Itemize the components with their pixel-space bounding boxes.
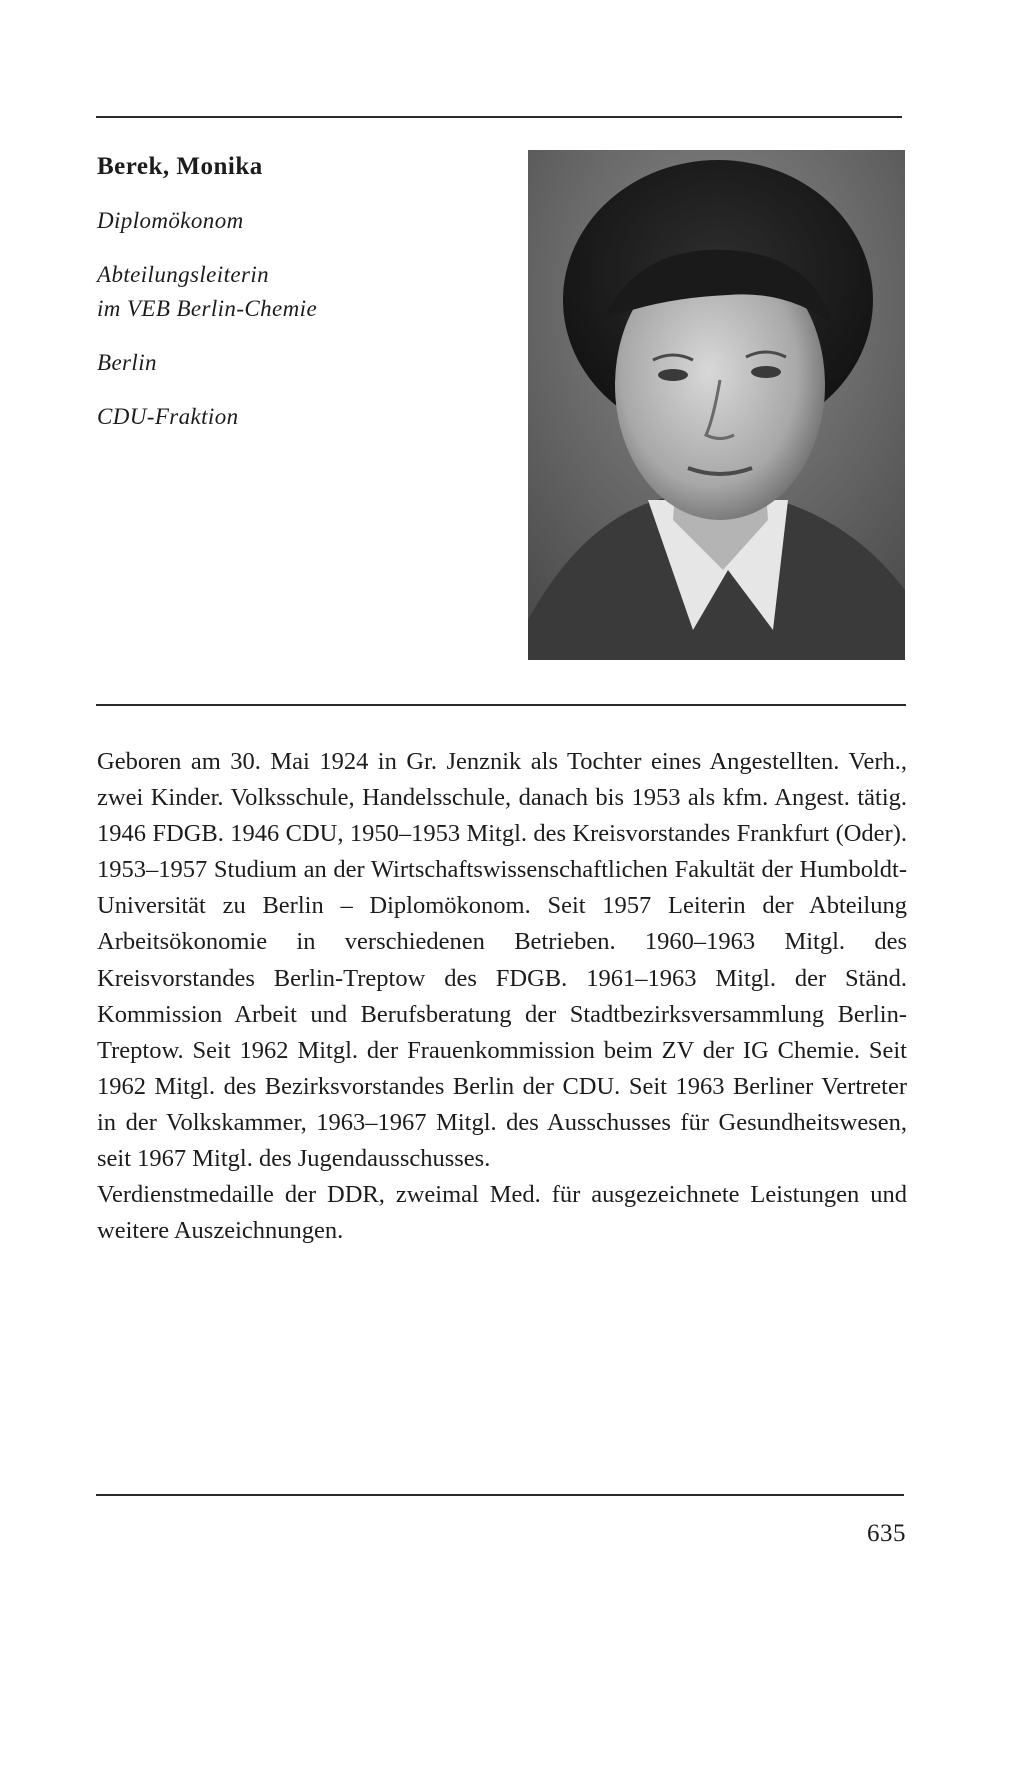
position-line-2: im VEB Berlin-Chemie [97,296,318,321]
biography [97,744,907,1249]
bottom-divider [96,1494,904,1496]
city: Berlin [97,350,157,375]
biography-paragraph: Geboren am 30. Mai 1924 in Gr. Jenznik als Tochter eines Angestellten. Verh., zwei Kinder. Volksschule, Handelsschule, danach bis 1953 als kfm. Angest. tätig. 1946 FDGB. 1946 CDU, 1950–1953 Mitgl. des Kreisvorstandes Frankfurt (Oder). 1953–1957 Studium an der Wirtschaftswissenschaftlichen Fakultät der Humboldt-Universität zu Berlin – Diplomökonom. Seit 1957 Leiterin der Abteilung Arbeitsökonomie in verschiedenen Betrieben. 1960–1963 Mitgl. des Kreisvorstandes Berlin-Treptow des FDGB. 1961–1963 Mitgl. der Ständ. Kommission Arbeit und Berufsberatung der Stadtbezirksversammlung Berlin-Treptow. Seit 1962 Mitgl. der Frauenkommission beim ZV der IG Chemie. Seit 1962 Mitgl. des Bezirksvorstandes Berlin der CDU. Seit 1963 Berliner Vertreter in der Volkskammer, 1963–1967 Mitgl. des Ausschusses für Gesundheitswesen, seit 1967 Mitgl. des Jugendausschusses. [97,748,907,1173]
person-name: Berek, Monika [97,153,263,180]
page-number: 635 [867,1520,906,1547]
top-divider [96,116,902,118]
portrait-photo [528,150,905,660]
position-line-1: Abteilungsleiterin [97,262,270,287]
profession: Diplomökonom [97,208,244,233]
entry-header [97,150,497,434]
awards-paragraph: Verdienstmedaille der DDR, zweimal Med. für ausgezeichnete Leistungen und weitere Auszeichnungen. [97,1181,907,1245]
middle-divider [96,704,906,706]
faction: CDU-Fraktion [97,404,239,429]
